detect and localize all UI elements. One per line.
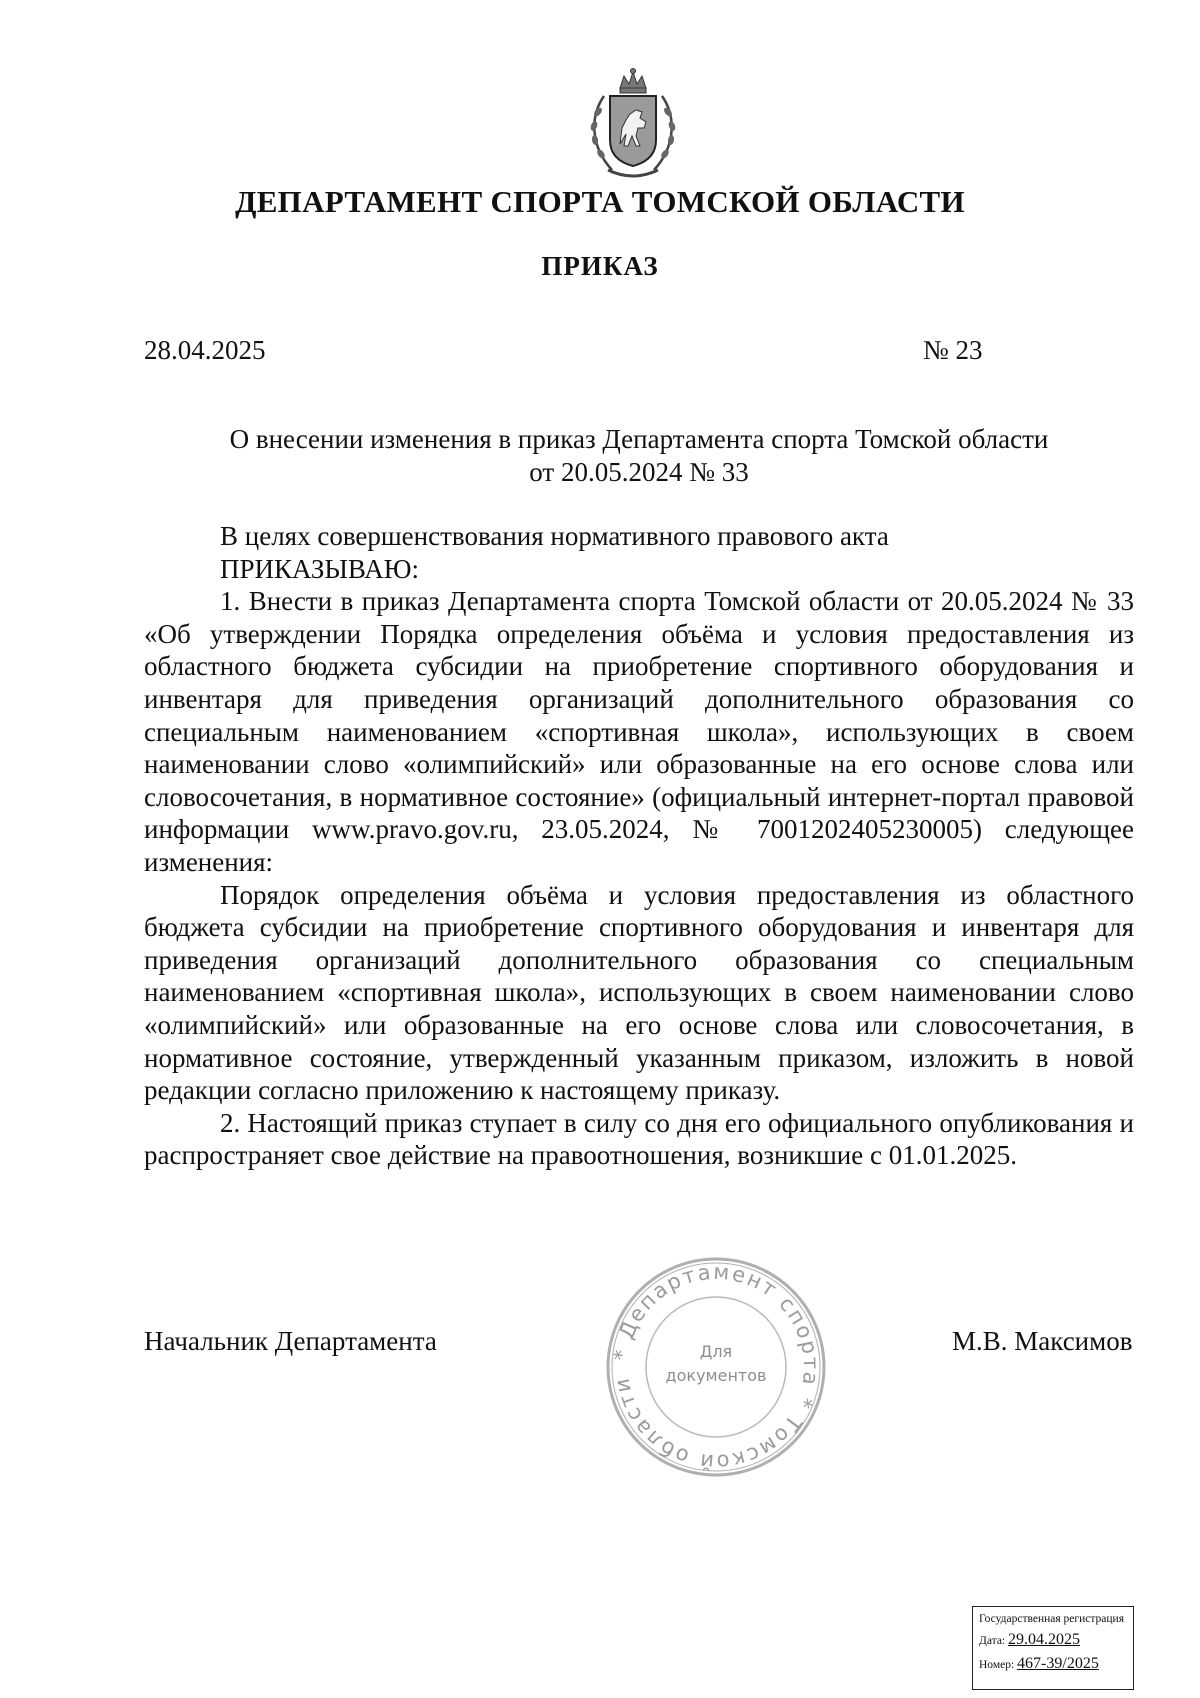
organization-title: ДЕПАРТАМЕНТ СПОРТА ТОМСКОЙ ОБЛАСТИ [235,184,965,219]
item-1-paragraph: 1. Внести в приказ Департамента спорта Томской области от 20.05.2024 № 33 «Об утверждении Порядка определения объёма и условия предоставления из областного бюджета субсидии на приобретение спортивного оборудования и инвентаря для приведения организаций дополнительного образования со специальным наименованием «спортивная школа», использующих в своем наименовании слово «олимпийский» или образованные на его основе слова или словосочетания, в нормативное состояние» (официальный интернет-портал правовой информации www.pravo.gov.ru, 23.05.2024, № 7001202405230005) следующее изменения: [144,586,1134,877]
subject-line-2: от 20.05.2024 № 33 [529,457,749,487]
seal-center-line-2: документов [665,1366,767,1385]
registration-number-label: Номер: [979,1659,1015,1671]
intro-paragraph: В целях совершенствования нормативного правового акта [220,521,889,551]
registration-date-row [979,1631,1128,1649]
signer-name: М.В. Максимов [952,1326,1133,1356]
order-subject [144,423,1134,489]
order-number: № 23 [923,335,983,365]
registration-stamp [972,1606,1134,1690]
registration-date-value: 29.04.2025 [1008,1631,1080,1648]
official-seal [603,1254,829,1480]
item-2-paragraph: 2. Настоящий приказ ступает в силу со дня его официального опубликования и распространяет свое действие на правоотношения, возникшие с 01.01.2025. [144,1107,1134,1171]
registration-number-row [979,1655,1128,1673]
seal-center-line-1: Для [699,1342,733,1361]
svg-text:* Департамент спорта * Томской: * Департамент спорта * Томской области [609,1259,824,1475]
seal-center-text [603,1340,829,1388]
signer-title: Начальник Департамента [144,1326,437,1356]
registration-heading: Государственная регистрация [979,1613,1124,1625]
order-body [144,520,1134,1172]
item-1-detail-paragraph: Порядок определения объёма и условия предоставления из областного бюджета субсидии на приобретение спортивного оборудования и инвентаря для приведения организаций дополнительного образования со специальным наименованием «спортивная школа», использующих в своем наименовании слово «олимпийский» или образованные на его основе слова или словосочетания, в нормативное состояние, утвержденный указанным приказом, изложить в новой редакции согласно приложению к настоящему приказу. [144,879,1134,1106]
registration-number-value: 467-39/2025 [1017,1655,1099,1672]
subject-line-1: О внесении изменения в приказ Департамента спорта Томской области [229,424,1049,454]
registration-date-label: Дата: [979,1635,1006,1647]
order-date: 28.04.2025 [144,335,266,365]
order-word: ПРИКАЗЫВАЮ: [220,553,419,584]
coat-of-arms-icon [578,66,688,184]
document-type-title: ПРИКАЗ [541,251,659,281]
